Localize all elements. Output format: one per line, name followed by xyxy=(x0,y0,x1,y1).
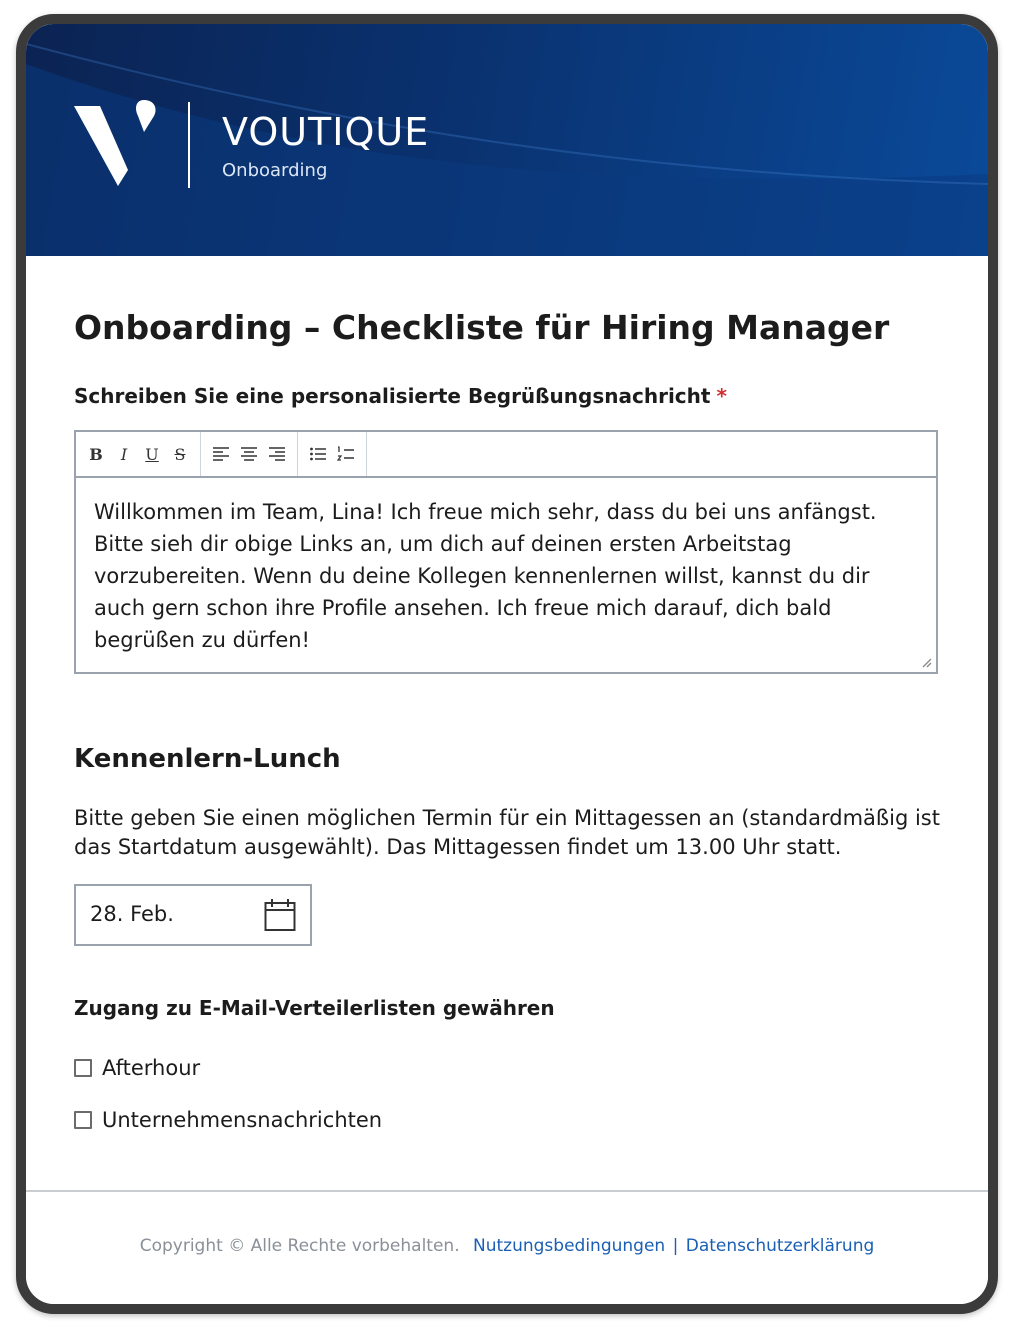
checkbox-afterhour[interactable] xyxy=(74,1056,200,1080)
checkbox-company-news[interactable] xyxy=(74,1108,382,1132)
list-group xyxy=(298,432,367,476)
welcome-message-input[interactable]: Willkommen im Team, Lina! Ich freue mich sehr, dass du bei uns anfängst. Bitte sieh dir obige Links an, um dich auf deinen ersten Arbeitstag vorzubereiten. Wenn du deine Kollegen kennenlernen willst, kannst du dir auch gern schon ihre Profile ansehen. Ich freue mich darauf, dich bald begrüßen zu dürfen! xyxy=(94,500,877,652)
logo-divider xyxy=(188,102,190,188)
align-right-icon xyxy=(268,446,286,462)
underline-button[interactable]: U xyxy=(145,444,159,464)
checkbox-company-news-label[interactable]: Unternehmensnachrichten xyxy=(102,1108,383,1132)
brand-logo-icon xyxy=(74,100,160,190)
mailing-lists-label: Zugang zu E-Mail-Verteilerlisten gewähren xyxy=(74,996,555,1020)
lunch-description: Bitte geben Sie einen möglichen Termin für ein Mittagessen an (standardmäßig ist das Startdatum ausgewählt). Das Mittagessen findet um 13.00 Uhr statt. xyxy=(74,806,940,859)
footer-line xyxy=(26,1236,988,1256)
privacy-link[interactable]: Datenschutzerklärung xyxy=(685,1236,875,1256)
align-center-icon xyxy=(240,446,258,462)
footer xyxy=(26,1190,988,1314)
numbered-list-button[interactable] xyxy=(332,440,360,468)
footer-separator: | xyxy=(672,1236,679,1256)
page-title: Onboarding – Checkliste für Hiring Manager xyxy=(74,308,890,347)
align-left-icon xyxy=(212,446,230,462)
format-group xyxy=(76,432,201,476)
align-center-button[interactable] xyxy=(235,440,263,468)
align-group xyxy=(201,432,298,476)
brand-name: VOUTIQUE xyxy=(222,110,430,154)
welcome-editor xyxy=(74,430,938,674)
lunch-date-value: 28. Feb. xyxy=(90,902,174,926)
italic-button[interactable]: I xyxy=(120,444,128,464)
welcome-label-text: Schreiben Sie eine personalisierte Begrüßungsnachricht xyxy=(74,384,711,408)
bullet-list-button[interactable] xyxy=(304,440,332,468)
strikethrough-button[interactable]: S xyxy=(174,444,186,464)
header-wave-decoration xyxy=(26,24,988,256)
numbered-list-icon xyxy=(337,446,355,462)
checkbox-company-news-box[interactable] xyxy=(74,1111,92,1129)
app-frame xyxy=(16,14,998,1314)
lunch-date-picker[interactable] xyxy=(74,884,312,946)
header-banner xyxy=(26,24,988,256)
align-left-button[interactable] xyxy=(207,440,235,468)
bullet-list-icon xyxy=(309,446,327,462)
checkbox-afterhour-label[interactable]: Afterhour xyxy=(102,1056,201,1080)
lunch-section-title: Kennenlern-Lunch xyxy=(74,744,341,774)
welcome-label xyxy=(74,384,727,408)
editor-toolbar xyxy=(76,432,936,478)
checkbox-afterhour-box[interactable] xyxy=(74,1059,92,1077)
brand-subtitle: Onboarding xyxy=(222,160,328,181)
resize-handle-icon[interactable] xyxy=(920,656,932,668)
terms-link[interactable]: Nutzungsbedingungen xyxy=(473,1236,666,1256)
align-right-button[interactable] xyxy=(263,440,291,468)
required-marker: * xyxy=(716,384,727,408)
bold-button[interactable]: B xyxy=(89,444,103,464)
copyright-text: Copyright © Alle Rechte vorbehalten. xyxy=(139,1236,460,1256)
calendar-icon[interactable] xyxy=(264,898,296,932)
